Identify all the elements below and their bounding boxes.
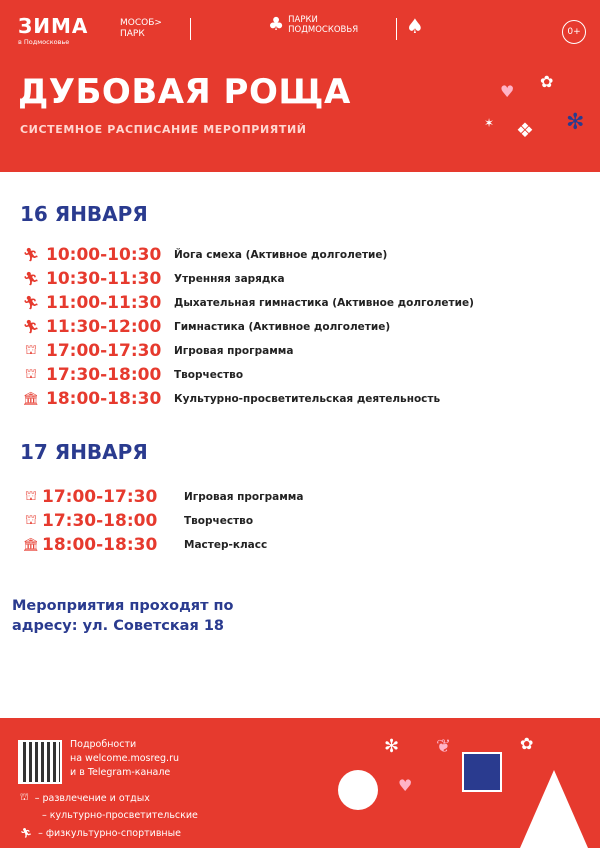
heart-icon: ♥ [398,776,413,795]
schedule-row: ⛫ 17:30-18:00 Творчество [22,364,243,386]
legend-item: 🏃︎ – физкультурно-спортивные [20,828,181,839]
oak-icon: ♣ [268,14,285,35]
schedule-row: ⛫ 17:30-18:00 Творчество [22,510,253,532]
christmas-tree-icon [520,770,588,848]
museum-icon: 🏛︎ [22,537,40,553]
star-icon: ✶ [484,116,495,130]
carousel-icon: ⛫ [25,488,37,504]
day-heading: 16 ЯНВАРЯ [20,202,148,226]
tree-logo-icon: ♠ [406,14,424,38]
schedule-row: 🏛︎ 18:00-18:30 Мастер-класс [22,535,268,555]
snowflake-icon: ✻ [566,110,585,135]
schedule-row: 🏃︎ 10:00-10:30 Йога смеха (Активное долголетие) [22,245,388,265]
address-note: Мероприятия проходят по адресу: ул. Советская 18 [12,598,234,634]
divider [190,18,191,40]
bow-icon: ❦ [436,736,452,757]
pinecone-icon: ❖ [516,118,534,142]
schedule-row: ⛫ 17:00-17:30 Игровая программа [22,486,303,508]
qr-code[interactable] [18,740,62,784]
runner-icon: 🏃︎ [20,828,33,839]
header-banner [0,0,600,172]
runner-icon: 🏃︎ [22,271,40,287]
zima-logo: ЗИМА [18,14,89,38]
legend-item: ⛫ – развлечение и отдых [20,792,150,804]
page-subtitle: СИСТЕМНОЕ РАСПИСАНИЕ МЕРОПРИЯТИЙ [20,123,307,136]
legend-item: – культурно-просветительские [42,810,198,821]
carousel-icon: ⛫ [25,366,37,382]
berries-icon: ✿ [520,734,534,753]
berries-icon: ✿ [540,72,554,91]
museum-icon: 🏛︎ [22,391,40,407]
parki-logo: ♣ ПАРКИ ПОДМОСКОВЬЯ [268,14,359,35]
schedule-row: 🏃︎ 10:30-11:30 Утренняя зарядка [22,269,285,289]
mosob-park-logo: МОСОБ> ПАРК [120,18,162,39]
footer-info: Подробности на welcome.mosreg.ru и в Telegram-канале [70,739,179,778]
page-title: ДУБОВАЯ РОЩА [18,72,351,112]
schedule-row: ⛫ 17:00-17:30 Игровая программа [22,340,293,362]
schedule-row: 🏛︎ 18:00-18:30 Культурно-просветительская деятельность [22,389,441,409]
website-link[interactable]: на welcome.mosreg.ru [70,753,179,764]
snowflake-icon: ✻ [384,736,400,757]
runner-icon: 🏃︎ [22,247,40,263]
zima-logo-sub: в Подмосковье [18,38,70,46]
ornament-ball-icon [338,770,378,810]
carousel-icon: ⛫ [20,792,29,803]
schedule-row: 🏃︎ 11:30-12:00 Гимнастика (Активное долголетие) [22,317,391,337]
age-rating-badge: 0+ [562,20,586,44]
heart-icon: ♥ [500,82,515,101]
schedule-row: 🏃︎ 11:00-11:30 Дыхательная гимнастика (Активное долголетие) [22,293,474,313]
gift-box-icon [462,752,502,792]
divider [396,18,397,40]
carousel-icon: ⛫ [25,512,37,528]
runner-icon: 🏃︎ [22,319,40,335]
day-heading: 17 ЯНВАРЯ [20,440,148,464]
runner-icon: 🏃︎ [22,295,40,311]
carousel-icon: ⛫ [25,342,37,358]
